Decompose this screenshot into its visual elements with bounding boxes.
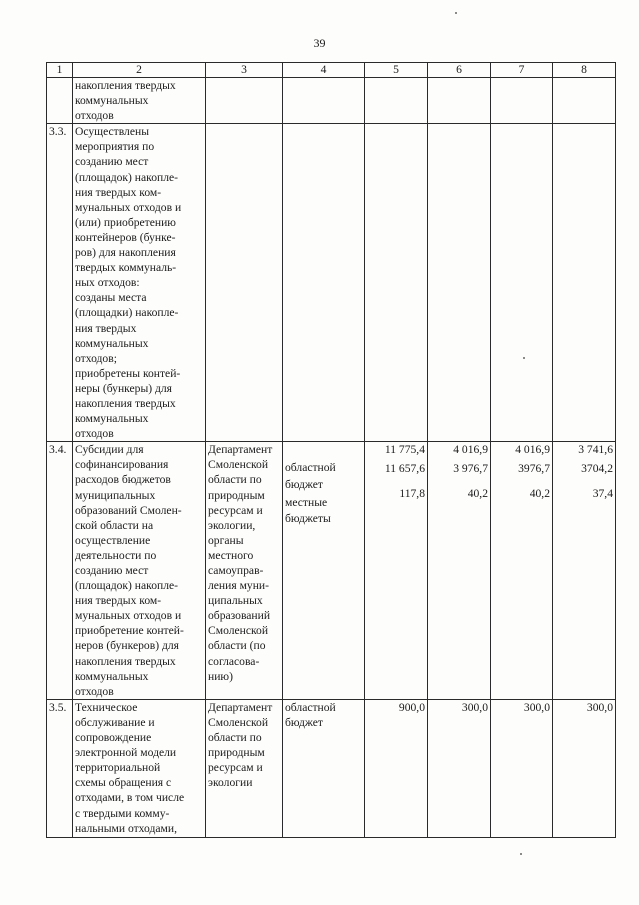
table-row — [47, 78, 616, 124]
executor-cell — [206, 78, 283, 124]
table-row — [47, 699, 616, 837]
funding-source-cell: областной бюджет — [283, 699, 365, 837]
executor-cell: Департамент Смоленской области по природным ресурсам и экологии — [206, 699, 283, 837]
scan-speck — [523, 357, 525, 359]
column-number: 8 — [553, 63, 616, 78]
column-number-row — [47, 63, 616, 78]
description-cell: Техническое обслуживание и сопровождение электронной модели территориальной схемы обращения с отходами, в том числе с твердыми комму- нальными отходами, — [73, 699, 206, 837]
executor-cell — [206, 124, 283, 442]
column-number: 6 — [428, 63, 491, 78]
funding-source-cell: областной бюджет местные бюджеты — [283, 442, 365, 700]
amount-cell: 11 775,4 11 657,6 117,8 — [365, 442, 428, 700]
page-number: 39 — [313, 36, 326, 50]
amount-cell: 4 016,9 3976,7 40,2 — [491, 442, 553, 700]
amount-cell: 3 741,6 3704,2 37,4 — [553, 442, 616, 700]
funding-source-cell — [283, 78, 365, 124]
amount-cell: 300,0 — [428, 699, 491, 837]
amount-cell — [553, 124, 616, 442]
column-number: 5 — [365, 63, 428, 78]
scan-speck — [520, 853, 522, 855]
description-cell: Субсидии для софинансирования расходов бюджетов муниципальных образований Смолен- ской области на осуществление деятельности по созданию мест (площадок) накопле- ния твердых ком- мунальных отходов и приобретение контей- неров (бункеров) для накопления твердых коммунальных отходов — [73, 442, 206, 700]
program-table — [46, 62, 616, 838]
amount-cell: 300,0 — [553, 699, 616, 837]
amount-cell — [491, 124, 553, 442]
scan-speck — [455, 12, 457, 14]
description-cell: накопления твердых коммунальных отходов — [73, 78, 206, 124]
item-number-cell: 3.3. — [47, 124, 73, 442]
column-number: 7 — [491, 63, 553, 78]
amount-cell — [365, 124, 428, 442]
amount-cell: 4 016,9 3 976,7 40,2 — [428, 442, 491, 700]
description-cell: Осуществлены мероприятия по созданию мест (площадок) накопле- ния твердых ком- мунальных отходов и (или) приобретению контейнеров (бунке- ров) для накопления твердых коммуналь- ных отходов: созданы места (площадки) накопле- ния твердых коммунальных отходов; приобретены контей- неры (бункеры) для накопления твердых коммунальных отходов — [73, 124, 206, 442]
item-number-cell — [47, 78, 73, 124]
amount-cell: 300,0 — [491, 699, 553, 837]
column-number: 2 — [73, 63, 206, 78]
executor-cell: Департамент Смоленской области по природным ресурсам и экологии, органы местного самоуправ- ления муни- ципальных образований Смоленской области (по согласова- нию) — [206, 442, 283, 700]
table-row — [47, 442, 616, 700]
amount-cell — [428, 124, 491, 442]
amount-cell — [365, 78, 428, 124]
table-row — [47, 124, 616, 442]
amount-cell — [491, 78, 553, 124]
amount-cell — [553, 78, 616, 124]
item-number-cell: 3.5. — [47, 699, 73, 837]
amount-cell: 900,0 — [365, 699, 428, 837]
funding-source-cell — [283, 124, 365, 442]
column-number: 4 — [283, 63, 365, 78]
item-number-cell: 3.4. — [47, 442, 73, 700]
amount-cell — [428, 78, 491, 124]
column-number: 1 — [47, 63, 73, 78]
column-number: 3 — [206, 63, 283, 78]
